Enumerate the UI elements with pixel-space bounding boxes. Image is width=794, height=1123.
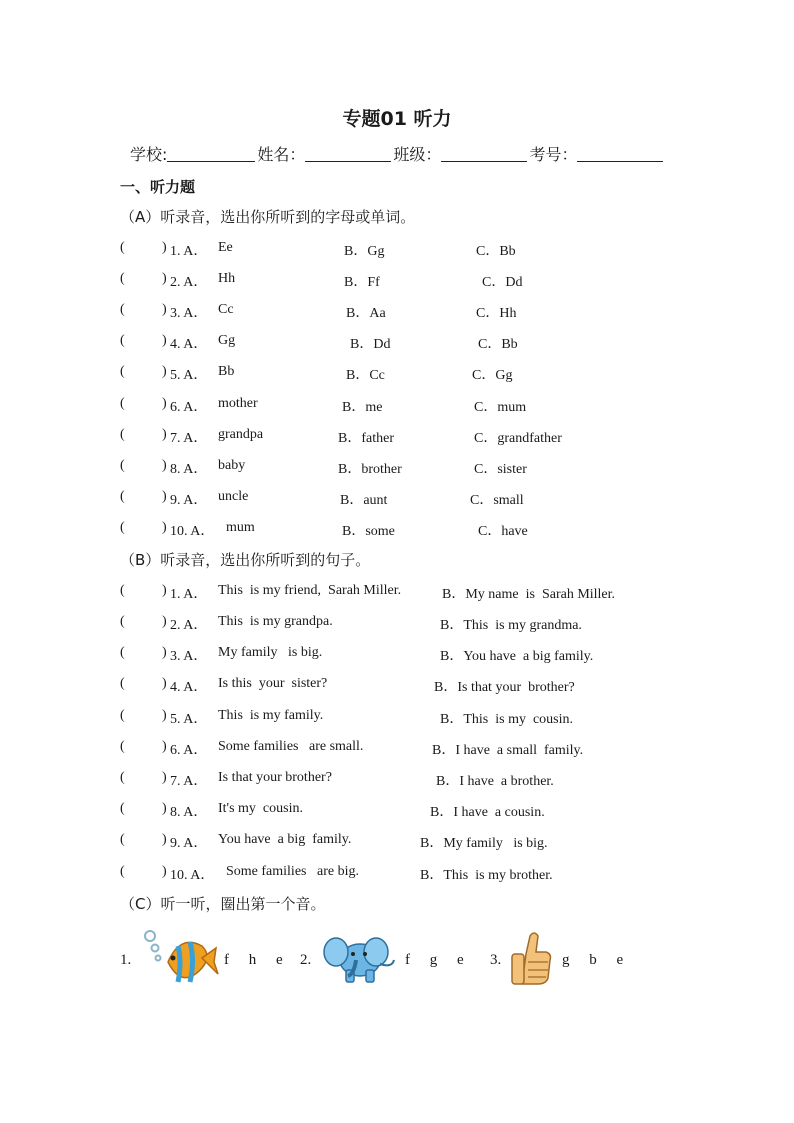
question-number: 2. A． — [170, 618, 208, 633]
question-number: 10. A． — [170, 524, 215, 539]
option-a: Bb — [218, 364, 235, 379]
answer-paren-close[interactable]: ) — [162, 832, 167, 847]
answer-paren-close[interactable]: ) — [162, 271, 167, 286]
answer-paren-open[interactable]: ( — [120, 364, 125, 379]
exam-no-blank[interactable] — [577, 145, 663, 162]
option-b: B．Aa — [346, 306, 386, 321]
option-b: B．some — [342, 524, 395, 539]
answer-paren-open[interactable]: ( — [120, 832, 125, 847]
part-c-number-2: 2. — [300, 952, 312, 968]
part-c-questions — [0, 928, 794, 998]
class-label: 班级： — [393, 145, 442, 164]
answer-paren-open[interactable]: ( — [120, 645, 125, 660]
option-a: Is that your brother? — [218, 770, 332, 785]
part-b-heading: （B）听录音，选出你所听到的句子。 — [120, 551, 371, 569]
option-a: Is this your sister? — [218, 676, 328, 691]
option-c: C．mum — [474, 400, 527, 415]
answer-paren-close[interactable]: ) — [162, 614, 167, 629]
answer-paren-open[interactable]: ( — [120, 271, 125, 286]
option-a: Some families are big. — [226, 864, 359, 879]
option-a: You have a big family. — [218, 832, 352, 847]
answer-paren-close[interactable]: ) — [162, 708, 167, 723]
question-number: 7. A． — [170, 774, 208, 789]
option-c: C．grandfather — [474, 431, 562, 446]
option-c: C．Bb — [476, 244, 516, 259]
option-c: C．Dd — [482, 275, 523, 290]
school-blank[interactable] — [167, 145, 255, 162]
question-number: 5. A． — [170, 368, 208, 383]
option-b: B．I have a cousin. — [430, 805, 545, 820]
option-a: baby — [218, 458, 246, 473]
answer-paren-close[interactable]: ) — [162, 427, 167, 442]
answer-paren-open[interactable]: ( — [120, 520, 125, 535]
part-c-number-1: 1. — [120, 952, 132, 968]
question-number: 3. A． — [170, 649, 208, 664]
question-number: 1. A． — [170, 244, 208, 259]
option-b: B．This is my brother. — [420, 868, 553, 883]
school-label: 学校: — [130, 145, 168, 164]
answer-paren-close[interactable]: ) — [162, 489, 167, 504]
part-c-number-3: 3. — [490, 952, 502, 968]
option-c: C．Hh — [476, 306, 517, 321]
answer-paren-open[interactable]: ( — [120, 333, 125, 348]
question-number: 3. A． — [170, 306, 208, 321]
question-number: 7. A． — [170, 431, 208, 446]
option-b: B．My family is big. — [420, 836, 548, 851]
name-label: 姓名： — [257, 145, 306, 164]
part-c-letters-2[interactable]: f g e — [405, 952, 472, 968]
question-number: 6. A． — [170, 400, 208, 415]
question-number: 5. A． — [170, 712, 208, 727]
answer-paren-close[interactable]: ) — [162, 240, 167, 255]
question-number: 6. A． — [170, 743, 208, 758]
answer-paren-open[interactable]: ( — [120, 770, 125, 785]
answer-paren-open[interactable]: ( — [120, 240, 125, 255]
answer-paren-open[interactable]: ( — [120, 801, 125, 816]
option-b: B．This is my cousin. — [440, 712, 574, 727]
part-c-letters-3[interactable]: g b e — [562, 952, 632, 968]
question-number: 8. A． — [170, 805, 208, 820]
option-b: B．Dd — [350, 337, 391, 352]
question-number: 10. A． — [170, 868, 215, 883]
option-a: Some families are small. — [218, 739, 364, 754]
answer-paren-open[interactable]: ( — [120, 302, 125, 317]
elephant-icon — [318, 930, 398, 990]
option-c: C．have — [478, 524, 528, 539]
option-b: B．aunt — [340, 493, 388, 508]
option-b: B．Gg — [344, 244, 385, 259]
answer-paren-open[interactable]: ( — [120, 583, 125, 598]
student-info-line — [130, 142, 665, 165]
option-b: B．You have a big family. — [440, 649, 594, 664]
answer-paren-open[interactable]: ( — [120, 427, 125, 442]
question-number: 1. A． — [170, 587, 208, 602]
option-b: B．Cc — [346, 368, 385, 383]
answer-paren-close[interactable]: ) — [162, 645, 167, 660]
class-blank[interactable] — [441, 145, 527, 162]
answer-paren-open[interactable]: ( — [120, 676, 125, 691]
answer-paren-open[interactable]: ( — [120, 458, 125, 473]
option-a: My family is big. — [218, 645, 323, 660]
answer-paren-close[interactable]: ) — [162, 396, 167, 411]
answer-paren-close[interactable]: ) — [162, 520, 167, 535]
option-b: B．I have a brother. — [436, 774, 554, 789]
option-a: Ee — [218, 240, 233, 255]
option-a: This is my friend, Sarah Miller. — [218, 583, 402, 598]
option-a: It's my cousin. — [218, 801, 303, 816]
question-number: 4. A． — [170, 680, 208, 695]
option-a: This is my grandpa. — [218, 614, 333, 629]
part-c-letters-1[interactable]: f h e — [224, 952, 291, 968]
answer-paren-open[interactable]: ( — [120, 864, 125, 879]
option-c: C．Bb — [478, 337, 518, 352]
question-number: 9. A． — [170, 836, 208, 851]
option-a: uncle — [218, 489, 249, 504]
option-b: B．I have a small family. — [432, 743, 584, 758]
answer-paren-close[interactable]: ) — [162, 583, 167, 598]
option-b: B．me — [342, 400, 383, 415]
answer-paren-close[interactable]: ) — [162, 801, 167, 816]
question-number: 2. A． — [170, 275, 208, 290]
option-a: Hh — [218, 271, 236, 286]
name-blank[interactable] — [305, 145, 391, 162]
option-b: B．Is that your brother? — [434, 680, 575, 695]
thumbs-up-icon — [508, 930, 554, 992]
question-number: 4. A． — [170, 337, 208, 352]
answer-paren-open[interactable]: ( — [120, 489, 125, 504]
fish-icon — [140, 928, 220, 996]
option-a: grandpa — [218, 427, 264, 442]
option-a: Cc — [218, 302, 234, 317]
answer-paren-close[interactable]: ) — [162, 676, 167, 691]
part-a-heading: （A）听录音，选出你所听到的字母或单词。 — [120, 208, 416, 226]
option-b: B．My name is Sarah Miller. — [442, 587, 616, 602]
option-c: C．sister — [474, 462, 527, 477]
option-b: B．Ff — [344, 275, 380, 290]
option-b: B．father — [338, 431, 394, 446]
option-a: This is my family. — [218, 708, 324, 723]
option-a: Gg — [218, 333, 236, 348]
answer-paren-open[interactable]: ( — [120, 396, 125, 411]
answer-paren-open[interactable]: ( — [120, 739, 125, 754]
option-b: B．This is my grandma. — [440, 618, 582, 633]
option-a: mum — [226, 520, 255, 535]
page-title: 专题01 听力 — [342, 108, 452, 130]
answer-paren-close[interactable]: ) — [162, 864, 167, 879]
option-a: mother — [218, 396, 258, 411]
answer-paren-close[interactable]: ) — [162, 739, 167, 754]
part-c-heading: （C）听一听，圈出第一个音。 — [120, 895, 326, 913]
option-b: B．brother — [338, 462, 402, 477]
question-number: 8. A． — [170, 462, 208, 477]
answer-paren-open[interactable]: ( — [120, 708, 125, 723]
answer-paren-open[interactable]: ( — [120, 614, 125, 629]
option-c: C．small — [470, 493, 524, 508]
exam-no-label: 考号： — [529, 145, 578, 164]
answer-paren-close[interactable]: ) — [162, 302, 167, 317]
answer-paren-close[interactable]: ) — [162, 333, 167, 348]
answer-paren-close[interactable]: ) — [162, 458, 167, 473]
option-c: C．Gg — [472, 368, 513, 383]
question-number: 9. A． — [170, 493, 208, 508]
answer-paren-close[interactable]: ) — [162, 770, 167, 785]
section-heading-listening: 一、听力题 — [120, 178, 196, 196]
answer-paren-close[interactable]: ) — [162, 364, 167, 379]
